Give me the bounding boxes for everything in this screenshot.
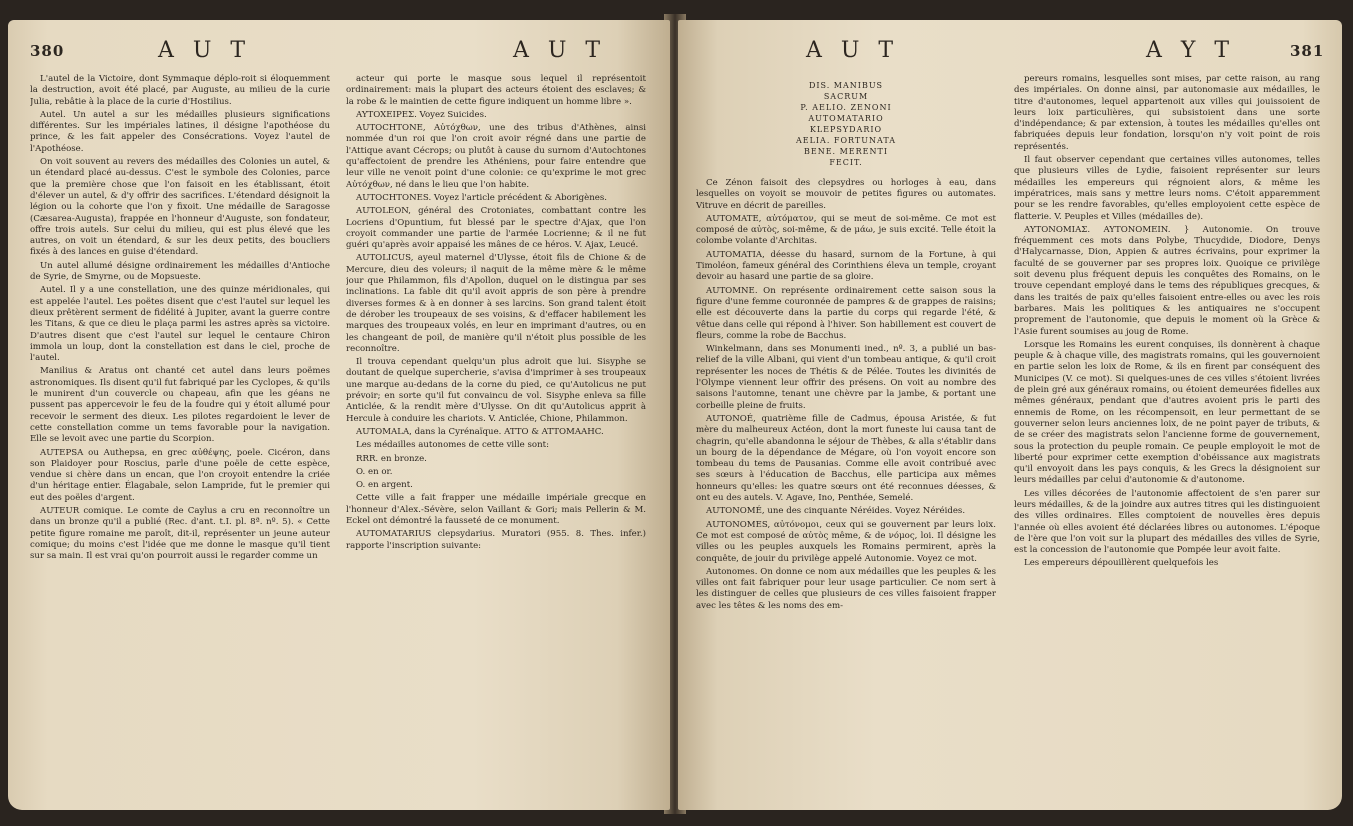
paragraph: AUTOMNE. On représente ordinairement cette saison sous la figure d'une femme couronnée de pampres & de grappes de raisins; elle est découverte dans la partie du corps qui regarde l'été, & vêtue dans celle qui répond à l'hiver. Son habillement est couvert de fleurs, comme la robe de Bacchus. — [696, 285, 996, 341]
right-page — [678, 20, 1342, 810]
left-page — [8, 20, 670, 810]
paragraph: AUTONOÉ, quatrième fille de Cadmus, épousa Aristée, & fut mère du malheureux Actéon, dont la mort funeste lui causa tant de chagrin, qu'elle abandonna le séjour de Thèbes, & alla s'établir dans un bourg de la dépendance de Mégare, où l'on voyoit encore son tombeau du tems de Pausanias. Comme elle avoit contribué avec ses sœurs à l'éducation de Bacchus, elle participa aux mêmes honneurs qu'elles: les quatre sœurs ont été reconnues déesses, & ont eu des autels. V. Agave, Ino, Penthée, Semelé. — [696, 413, 996, 504]
paragraph: Il faut observer cependant que certaines villes autonomes, telles que plusieurs villes de Lydie, faisoient représenter sur leurs médailles les empereurs qui régnoient alors, & même les impératrices, mais sans y mettre leurs noms. C'étoit apparemment pour se les rendre favorables, qu'elles employoient cette espèce de flatterie. V. Peuples et Villes (médailles de). — [1014, 155, 1320, 222]
inscription-line: KLEPSYDARIO — [809, 125, 883, 134]
right-column-2 — [1014, 74, 1320, 794]
right-running-head — [678, 38, 1342, 68]
paragraph: AUTOCHTONES. Voyez l'article précédent & Aborigènes. — [356, 192, 607, 203]
paragraph: Il trouva cependant quelqu'un plus adroit que lui. Sisyphe se doutant de quelque supercherie, s'avisa d'imprimer à ses troupeaux une marque au-dedans de la corne du pied, ce qu'Autolicus ne put prévoir; en sorte qu'il fut convaincu de vol. Sisyphe enleva sa fille Anticlée, & la rendit mère d'Ulysse. On dit qu'Autolicus apprit à Hercule à conduire les chariots. V. Anticlée, Chione, Philammon. — [346, 357, 646, 424]
inscription-line: SACRUM — [823, 92, 869, 101]
left-head-word-1: A U T — [158, 38, 252, 63]
paragraph: AUTOLEON, général des Crotoniates, combattant contre les Locriens d'Opuntium, fut blessé par le spectre d'Ajax, que l'on croyoit commander une partie de l'armée Locrienne; & il ne fut guéri qu'après avoir appaisé les mânes de ce héros. V. Ajax, Leucé. — [346, 206, 646, 251]
paragraph: AUTOMALA, dans la Cyrénaïque. ATTO & ATTOMAAHC. — [356, 426, 604, 437]
paragraph: Un autel allumé désigne ordinairement les médailles d'Antioche de Syrie, de Smyrne, ou de Mopsueste. — [30, 260, 330, 283]
left-head-word-2: A U T — [513, 38, 607, 63]
paragraph: Ce Zénon faisoit des clepsydres ou horloges à eau, dans lesquelles on voyoit se mouvoir de petites figures ou automates. Vitruve en décrit de pareilles. — [696, 178, 996, 211]
paragraph: AUTOMATE, αὐτόματον, qui se meut de soi-même. Ce mot est composé de αὐτὸς, soi-même, & de μάω, je suis excité. Telle étoit la colombe volante d'Architas. — [696, 213, 996, 247]
paragraph: On voit souvent au revers des médailles des Colonies un autel, & un étendard placé au-dessus. C'est le symbole des Colonies, parce que la première chose que l'on faisoit en les établissant, étoit d'élever un autel, & d'y offrir des sacrifices. L'étendard désignoit la légion ou la cohorte que l'on y fixoit. Une médaille de Saragosse (Cæsarea-Augusta), frappée en l'honneur d'Auguste, son fondateur, offre trois autels. Sur celui du milieu, qui est plus élevé que les autres, on voit un étendard, & sur les deux petits, des boucliers fixés à des lances en guise d'étendard. — [30, 157, 330, 258]
left-column-2 — [346, 74, 646, 794]
paragraph: O. en argent. — [356, 480, 413, 491]
paragraph: AUTOLICUS, ayeul maternel d'Ulysse, étoit fils de Chione & de Mercure, dieu des voleurs; il naquit de la même mère & le même jour que Philammon, fils d'Apollon, duquel on le distingua par ses inclinations. La fable dit qu'il avoit appris de son père à prendre diverses formes & à en donner à ses larcins. Son grand talent étoit de dérober les troupeaux de ses voisins, & d'effacer habilement les marques des troupeaux volés, en leur en imprimant d'autres, ou en les changeant de poil, de manière qu'il n'étoit plus possible de les reconnoître. — [346, 253, 646, 354]
paragraph: AUTONOMES, αὐτόνομοι, ceux qui se gouvernent par leurs loix. Ce mot est composé de αὐτὸς même, & de νόμος, loi. Il désigne les villes ou les peuples auxquels les Romains permirent, après la conquête, de jouir du privilège appelé Autonomie. Voyez ce mot. — [696, 519, 996, 564]
paragraph: AUTEUR comique. Le comte de Caylus a cru en reconnoître un dans un bronze qu'il a publié (Rec. d'ant. t.I. pl. 8ª. nº. 5). « Cette petite figure romaine me paroît, dit-il, représenter un jeune auteur comique; du moins c'est l'idée que me donne le masque qu'il tient sur sa main. Il est vrai qu'on pourroit aussi le regarder comme un — [30, 505, 330, 562]
paragraph: AUTEPSA ou Authepsa, en grec αὐθέψης, poele. Cicéron, dans son Plaidoyer pour Roscius, parle d'une poële de cette espèce, vendue si chère dans un encan, que l'on croyoit entendre la criée d'un héritage entier. Élagabale, selon Lampride, fut le premier qui eut des poëles d'argent. — [30, 447, 330, 503]
paragraph: Cette ville a fait frapper une médaille impériale grecque en l'honneur d'Alex.-Sévère, selon Vaillant & Gori; mais Pellerin & M. Eckel ont démontré la fausseté de ce monument. — [346, 493, 646, 526]
left-column-1 — [30, 74, 330, 794]
paragraph: Les villes décorées de l'autonomie affectoient de s'en parer sur leurs médailles, & de la joindre aux autres titres qui les distinguoient des villes ordinaires. Elles comptoient de nouvelles ères depuis l'année où elles avoient été déclarées libres ou autonomes. L'époque de l'ère que l'on voit sur la plupart des médailles des villes de Syrie, est la concession de l'autonomie que Pompée leur avoit faite. — [1014, 488, 1320, 556]
paragraph: acteur qui porte le masque sous lequel il représentoit ordinairement: mais la plupart des acteurs étoient des esclaves; & la robe & le maintien de cette figure indiquent un homme libre ». — [346, 74, 646, 107]
left-page-number: 380 — [30, 42, 65, 60]
paragraph: Les empereurs dépouillèrent quelquefois les — [1024, 558, 1219, 569]
inscription-line: BENE. MERENTI — [803, 147, 889, 156]
inscription-line: DIS. MANIBUS — [808, 81, 884, 90]
funerary-inscription — [696, 80, 996, 168]
paragraph: Autel. Un autel a sur les médailles plusieurs significations différentes. Sur les impériales latines, il désigne l'apothéose du prince, & les fait appeler des Consécrations. Voyez l'autel de l'Apothéose. — [30, 109, 330, 154]
right-column-1 — [696, 74, 996, 794]
paragraph: AUTONOMÉ, une des cinquante Néréides. Voyez Néréides. — [706, 506, 966, 517]
paragraph: AUTOCHTONE, Αὐτόχθων, une des tribus d'Athènes, ainsi nommée d'un roi que l'on croit avoir régné dans une partie de l'Attique avant Cécrops; ou plutôt à cause du surnom d'Autochtones qu'affectoient de prendre les Athéniens, pour faire entendre que leur ville ne venoit point d'une colonie: ce qu'exprime le mot grec Αὐτόχθων, né dans le lieu que l'on habite. — [346, 123, 646, 190]
inscription-line: P. AELIO. ZENONI — [800, 103, 892, 112]
right-head-word-1: A U T — [806, 38, 900, 63]
paragraph: RRR. en bronze. — [356, 453, 427, 464]
right-page-number: 381 — [1290, 42, 1325, 60]
paragraph: Les médailles autonomes de cette ville sont: — [356, 440, 549, 451]
paragraph: Autel. Il y a une constellation, une des quinze méridionales, qui est appelée l'autel. Les poëtes disent que c'est l'autel sur lequel les dieux prêtèrent serment de fidélité à Jupiter, avant la guerre contre les Titans, & que ce dieu le plaça parmi les astres après sa victoire. D'autres disent que c'est l'autel sur lequel le centaure Chiron immola un loup, dont la constellation est dans le ciel, proche de l'autel. — [30, 285, 330, 364]
paragraph: L'autel de la Victoire, dont Symmaque déplo-roit si éloquemment la destruction, avoit été placé, par Auguste, au milieu de la curie Julia, rebâtie à la place de la curie d'Hostilius. — [30, 74, 330, 107]
inscription-line: FECIT. — [829, 158, 863, 167]
left-running-head — [8, 38, 670, 68]
paragraph: Manilius & Aratus ont chanté cet autel dans leurs poëmes astronomiques. Ils disent qu'il fut fabriqué par les Cyclopes, & qu'ils le munirent d'un couvercle ou chapeau, afin que les géans ne pussent pas appercevoir le feu de la foudre qui y étoit allumé pour recevoir le serment des dieux. Les pilotes regardoient le lever de cette constellation comme un tems favorable pour la navigation. Elle se levoit avec une partie du Scorpion. — [30, 366, 330, 445]
inscription-line: AUTOMATARIO — [808, 114, 884, 123]
right-head-word-2: A Y T — [1146, 38, 1236, 63]
paragraph: AYTONOMIAΣ. AYTONOMEIN. } Autonomie. On trouve fréquemment ces mots dans Polybe, Thucydide, Diodore, Denys d'Halycarnasse, Dion, Appien & autres écrivains, pour exprimer la faculté de se gouverner par ses propres loix. Quoique ce privilège soit devenu plus fréquent depuis les conquêtes des Romains, on le trouve cependant employé dans le tems des républiques grecques, & dans les traités de paix qu'elles faisoient entre-elles ou avec les rois barbares. Mais les politiques & les antiquaires ne s'occupent proprement de l'autonomie, que depuis le moment où la Grèce & l'Asie furent soumises au joug de Rome. — [1014, 224, 1320, 337]
paragraph: O. en or. — [356, 466, 393, 477]
paragraph: AYTOXEIPEΣ. Voyez Suicides. — [356, 109, 487, 120]
paragraph: Autonomes. On donne ce nom aux médailles que les peuples & les villes ont fait fabriquer pour leur usage particulier. Ce nom sert à les distinguer de celles que plusieurs de ces villes faisoient frapper avec les têtes & les noms des em- — [696, 566, 996, 611]
paragraph: AUTOMATIA, déesse du hasard, surnom de la Fortune, à qui Timoléon, fameux général des Corinthiens éleva un temple, croyant devoir au hasard une partie de sa gloire. — [696, 249, 996, 283]
paragraph: Lorsque les Romains les eurent conquises, ils donnèrent à chaque peuple & à chaque ville, des magistrats romains, qui les gouvernoient en partie selon les loix de Rome, & ils en firent par conséquent des Municipes (V. ce mot). Si quelques-unes de ces villes s'étoient livrées de plein gré aux généraux romains, ou étoient demeurées fidelles aux mêmes généraux, pendant que d'autres avoient pris le parti des ennemis de Rome, on les récompensoit, en leur permettant de se gouverner selon leurs anciennes loix, de ne point payer de tributs, & de se créer des magistrats selon l'ancienne forme de gouvernement, sous la protection du peuple romain. Ce peuple employoit le mot de liberté pour exprimer cette exemption d'obéissance aux magistrats qu'il envoyoit dans les pays conquis, & les Grecs la désignoient sur leurs médailles par celui d'autonomie & d'autonome. — [1014, 339, 1320, 486]
paragraph: AUTOMATARIUS clepsydarius. Muratori (955. 8. Thes. infer.) rapporte l'inscription suivante: — [346, 529, 646, 551]
paragraph: pereurs romains, lesquelles sont mises, par cette raison, au rang des impériales. On donne ainsi, par autonomasie aux médailles, le titre d'autonomes, lequel appartenoit aux villes qui jouissoient de leurs loix particulières, qui subsistoient dans une sorte d'indépendance; & par extension, à toutes les médailles qu'elles ont fabriquées depuis leur fondation, lorsqu'on n'y voit point de rois représentés. — [1014, 74, 1320, 152]
inscription-line: AELIA. FORTUNATA — [795, 136, 897, 145]
paragraph: Winkelmann, dans ses Monumenti ined., nº. 3, a publié un bas-relief de la ville Albani, qui vient d'un tombeau antique, & qu'il croit représenter les noces de Thétis & de Pélée. Toutes les divinités de l'Olympe viennent leur offrir des présens. On voit au nombre des saisons l'automne, tenant une chèvre par la jambe, & portant une corbeille pleine de fruits. — [696, 344, 996, 411]
